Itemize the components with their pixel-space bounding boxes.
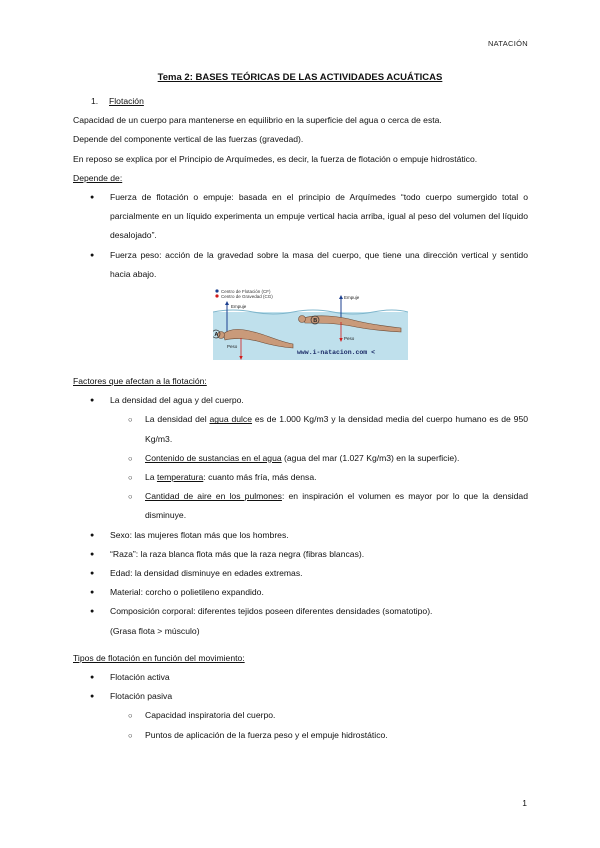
s1-pre: La densidad del [145,414,210,425]
head-right [299,316,306,323]
sublist-item-agua-dulce [73,410,528,448]
list-item-pasiva [73,687,528,745]
list-item-densidad [73,391,528,525]
cf-legend-dot [215,289,218,292]
list-item-peso: ● Fuerza peso: acción de la gravedad sobre la masa del cuerpo, que tiene una dirección vertical y sentido hacia abajo. [73,246,528,284]
composicion-text: Composición corporal: diferentes tejidos poseen diferentes densidades (somatotipo). [110,606,433,617]
depende-heading: Depende de: [73,172,123,183]
s1-post: es de 1.000 Kg/m3 y la densidad media del cuerpo humano es de 950 Kg/m3. [145,414,529,444]
list-item-raza: ● “Raza”: la raza blanca flota más que la raza negra (fibras blancas). [73,545,528,564]
cg-legend-dot [215,294,218,297]
list-item-composicion [73,602,528,640]
flotation-diagram [213,288,408,360]
list-item-sexo: ● Sexo: las mujeres flotan más que los hombres. [73,526,528,545]
paragraph-arquimedes: En reposo se explica por el Principio de Arquímedes, es decir, la fuerza de flotación o empuje hidrostático. [73,153,478,164]
flotation-figure [213,288,408,360]
factores-heading: Factores que afectan a la flotación: [73,376,207,387]
list-item-edad: ● Edad: la densidad disminuye en edades extremas. [73,564,528,583]
tipos-heading: Tipos de flotación en función del movimiento: [73,652,245,663]
spacer [73,641,528,649]
page-header: NATACIÓN [487,39,528,48]
factores-list [73,391,528,641]
s2-post: (agua del mar (1.027 Kg/m3) en la superficie). [281,452,460,463]
label-empuje-left: Empuje [231,304,247,310]
sublist-item-capacidad: ○ Capacidad inspiratoria del cuerpo. [73,706,528,725]
s3-post: : cuanto más fría, más densa. [203,472,317,483]
depende-list [73,188,528,284]
label-peso-right: Peso [344,336,355,342]
page-title [0,72,600,83]
tipos-list [73,668,528,745]
s3-underline: temperatura [156,472,204,483]
spacer [73,364,528,372]
label-a: A [214,332,219,339]
label-peso-left: Peso [227,344,238,350]
page-title-text: Tema 2: BASES TEÓRICAS DE LAS ACTIVIDADES ACUÁTICAS [157,72,443,83]
list-item-material: ● Material: corcho o polietileno expandido. [73,583,528,602]
s3-pre: La [145,472,157,483]
list-item-activa: ● Flotación activa [73,668,528,687]
legend-cg: Centro de Gravedad (CG) [221,294,273,300]
sublist-item-puntos: ○ Puntos de aplicación de la fuerza peso y el empuje hidrostático. [73,726,528,745]
pasiva-text: Flotación pasiva [110,691,173,702]
s2-underline: Contenido de sustancias en el agua [145,452,282,463]
label-empuje-right: Empuje [344,295,360,301]
pasiva-sublist [73,706,528,744]
sublist-item-temperatura [73,468,528,487]
section-number: 1. [91,96,99,106]
empuje-arrowhead-left [225,301,229,305]
densidad-text: La densidad del agua y del cuerpo. [110,395,244,406]
label-b: B [313,318,318,325]
page-number: 1 [522,798,527,808]
empuje-arrowhead-right [339,295,343,299]
densidad-sublist [73,410,528,525]
watermark-text: www.i-natacion.com < [297,349,376,357]
composicion-note: (Grasa flota > músculo) [110,625,200,636]
section-heading [73,92,528,111]
section-title: Flotación [109,96,144,106]
paragraph-definition: Capacidad de un cuerpo para mantenerse en equilibrio en la superficie del agua o cerca de esta. [73,115,442,126]
document-body [73,92,528,745]
s1-underline: agua dulce [209,414,253,425]
paragraph-gravity: Depende del componente vertical de las fuerzas (gravedad). [73,134,304,145]
list-item-empuje: ● Fuerza de flotación o empuje: basada en el principio de Arquímedes “todo cuerpo sumergido total o parcialmente en un líquido experimenta un empuje vertical hacia arriba, igual al peso del volumen del líquido desalojado”. [73,188,528,246]
sublist-item-aire [73,487,528,525]
legend-cf: Centro de Flotación (CF) [221,289,271,295]
s4-underline: Cantidad de aire en los pulmones [145,491,282,502]
s4-post: : en inspiración el volumen es mayor por lo que la densidad disminuye. [145,491,528,521]
sublist-item-sustancias [73,449,528,468]
